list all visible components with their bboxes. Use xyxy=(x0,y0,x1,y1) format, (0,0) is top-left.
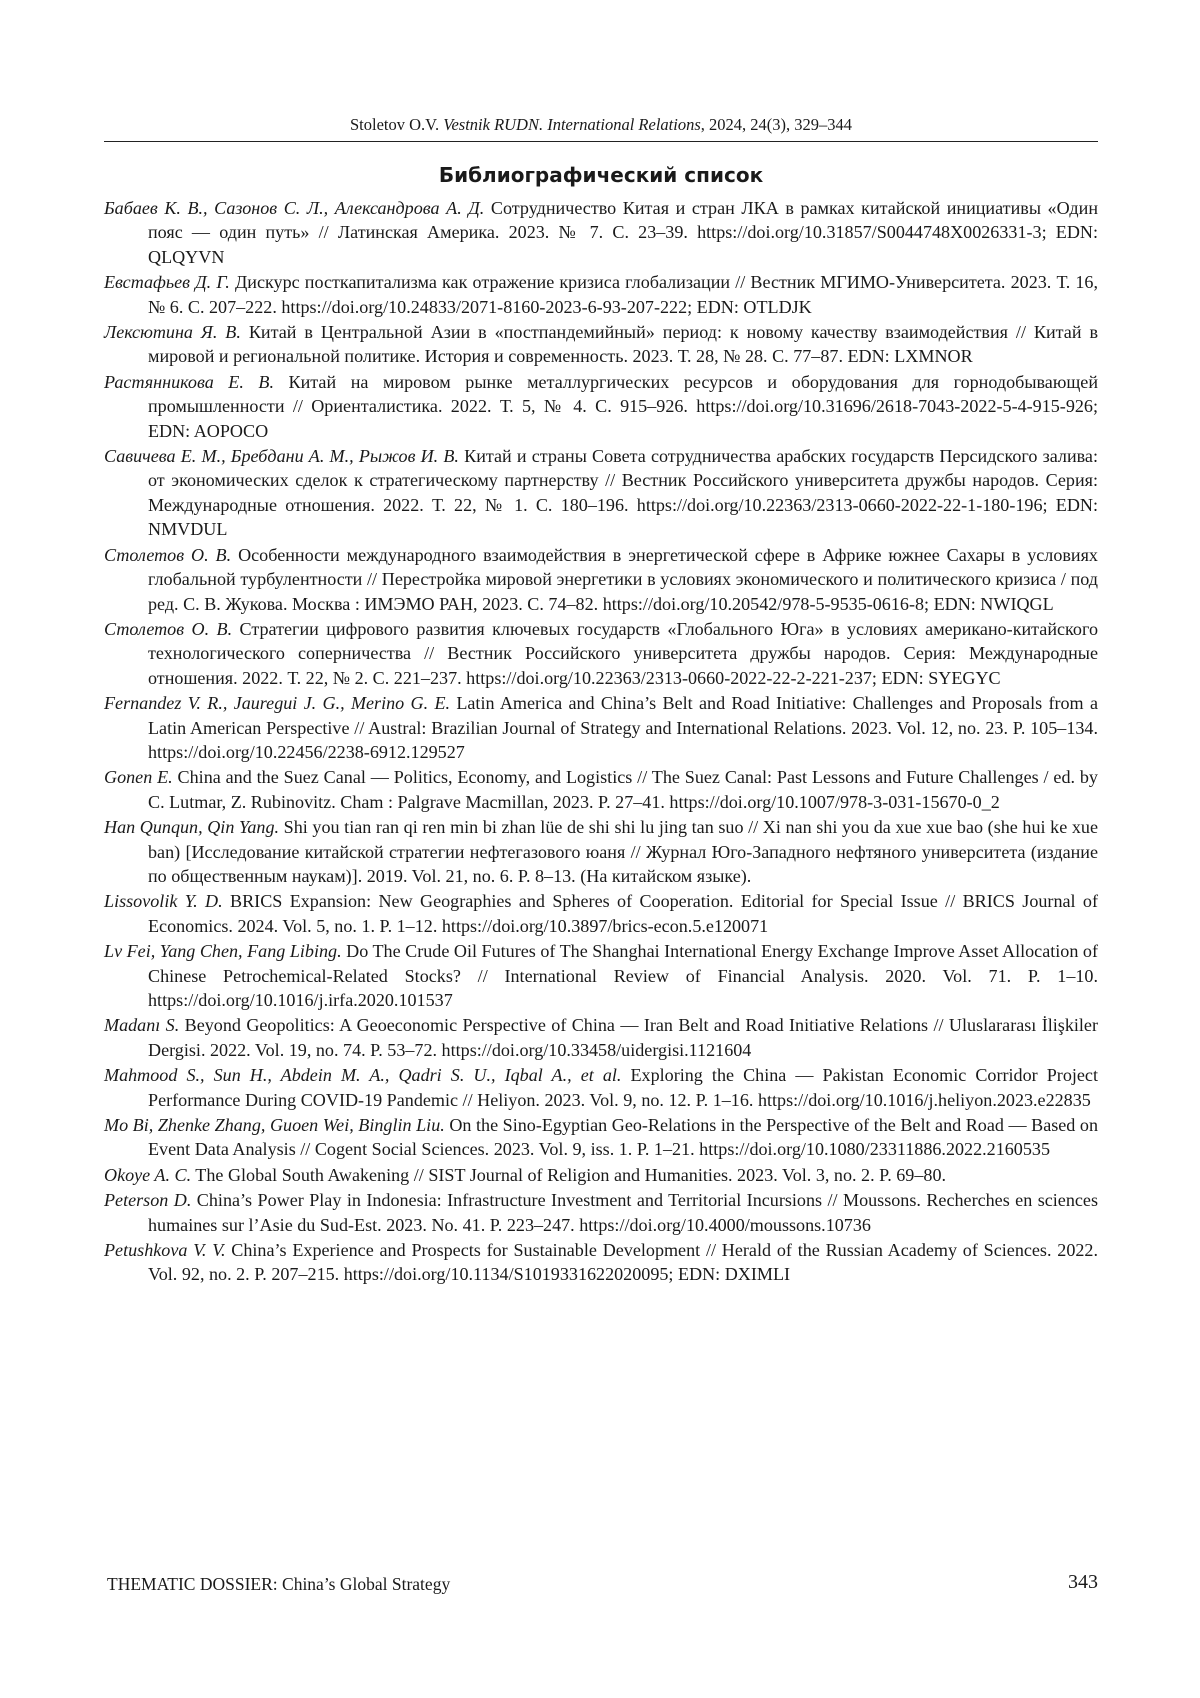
reference-entry xyxy=(104,1013,1098,1062)
reference-authors: Petushkova V. V. xyxy=(104,1240,225,1260)
reference-text: Китай и страны Совета сотрудничества арабских государств Персидского залива: от экономических сделок к стратегическому партнерству // Вестник Российского университета дружбы народов. Серия: Международные отношения. 2022. Т. 22, № 1. С. 180–196. https://doi.org/10.22363/2313-0660-2022-22-1-180-196; EDN: NMVDUL xyxy=(148,446,1098,539)
reference-authors: Lissovolik Y. D. xyxy=(104,891,223,911)
reference-authors: Han Qunqun, Qin Yang. xyxy=(104,817,279,837)
footer-dossier-label: THEMATIC DOSSIER: xyxy=(107,1574,278,1594)
reference-text: China’s Experience and Prospects for Sustainable Development // Herald of the Russian Academy of Sciences. 2022. Vol. 92, no. 2. P. 207–215. https://doi.org/10.1134/S1019331622020095; EDN: DXIMLI xyxy=(148,1240,1098,1284)
reference-text: Latin America and China’s Belt and Road Initiative: Challenges and Proposals from a Latin American Perspective // Austral: Brazilian Journal of Strategy and International Relations. 2023. Vol. 12, no. 23. P. 105–134. https://doi.org/10.22456/2238-6912.129527 xyxy=(148,693,1098,762)
reference-entry xyxy=(104,939,1098,1012)
page-number: 343 xyxy=(1040,1570,1098,1594)
reference-authors: Лексютина Я. В. xyxy=(104,322,241,342)
reference-entry xyxy=(104,617,1098,690)
reference-authors: Okoye A. C. xyxy=(104,1165,191,1185)
reference-authors: Fernandez V. R., Jauregui J. G., Merino G. E. xyxy=(104,693,450,713)
reference-authors: Столетов О. В. xyxy=(104,545,231,565)
reference-text: China and the Suez Canal — Politics, Economy, and Logistics // The Suez Canal: Past Lessons and Future Challenges / ed. by C. Lutmar, Z. Rubinovitz. Cham : Palgrave Macmillan, 2023. P. 27–41. https://doi.org/10.1007/978-3-031-15670-0_2 xyxy=(148,767,1098,811)
reference-entry xyxy=(104,270,1098,319)
reference-entry xyxy=(104,370,1098,443)
reference-entry xyxy=(104,196,1098,269)
reference-entry xyxy=(104,1063,1098,1112)
reference-text: BRICS Expansion: New Geographies and Spheres of Cooperation. Editorial for Special Issue // BRICS Journal of Economics. 2024. Vol. 5, no. 1. P. 1–12. https://doi.org/10.3897/brics-econ.5.e120071 xyxy=(148,891,1098,935)
reference-text: Exploring the China — Pakistan Economic Corridor Project Performance During COVID-19 Pandemic // Heliyon. 2023. Vol. 9, no. 12. P. 1–16. https://doi.org/10.1016/j.heliyon.2023.e22835 xyxy=(148,1065,1098,1109)
reference-text: The Global South Awakening // SIST Journal of Religion and Humanities. 2023. Vol. 3, no. 2. P. 69–80. xyxy=(191,1165,946,1185)
reference-authors: Mahmood S., Sun H., Abdein M. A., Qadri S. U., Iqbal A., et al. xyxy=(104,1065,621,1085)
running-head-author: Stoletov O.V. xyxy=(350,115,439,134)
reference-authors: Растянникова Е. В. xyxy=(104,372,274,392)
reference-authors: Бабаев К. В., Сазонов С. Л., Александрова А. Д. xyxy=(104,198,484,218)
running-head xyxy=(104,115,1098,135)
reference-entry xyxy=(104,765,1098,814)
reference-authors: Савичева Е. М., Бребдани А. М., Рыжов И. В. xyxy=(104,446,459,466)
reference-text: Стратегии цифрового развития ключевых государств «Глобального Юга» в условиях американо-китайского технологического соперничества // Вестник Российского университета дружбы народов. Серия: Международные отношения. 2022. Т. 22, № 2. С. 221–237. https://doi.org/10.22363/2313-0660-2022-22-2-221-237; EDN: SYEGYC xyxy=(148,619,1098,688)
reference-text: Китай на мировом рынке металлургических ресурсов и оборудования для горнодобывающей промышленности // Ориенталистика. 2022. Т. 5, № 4. С. 915–926. https://doi.org/10.31696/2618-7043-2022-5-4-915-926; EDN: AOPOCO xyxy=(148,372,1098,441)
reference-entry xyxy=(104,444,1098,542)
reference-authors: Peterson D. xyxy=(104,1190,191,1210)
reference-list xyxy=(104,196,1098,1288)
reference-entry xyxy=(104,889,1098,938)
reference-text: Особенности международного взаимодействия в энергетической сфере в Африке южнее Сахары в условиях глобальной турбулентности // Перестройка мировой энергетики в условиях экономического и политического кризиса / под ред. С. В. Жукова. Москва : ИМЭМО РАН, 2023. С. 74–82. https://doi.org/10.20542/978-5-9535-0616-8; EDN: NWIQGL xyxy=(148,545,1098,614)
footer-dossier-title: China’s Global Strategy xyxy=(278,1574,451,1594)
reference-authors: Gonen E. xyxy=(104,767,173,787)
reference-authors: Столетов О. В. xyxy=(104,619,232,639)
journal-page xyxy=(0,0,1200,1698)
running-head-issue: , 2024, 24(3), 329–344 xyxy=(701,115,852,134)
reference-entry xyxy=(104,1188,1098,1237)
reference-text: China’s Power Play in Indonesia: Infrastructure Investment and Territorial Incursions // Moussons. Recherches en sciences humaines sur l’Asie du Sud-Est. 2023. No. 41. P. 223–247. https://doi.org/10.4000/moussons.10736 xyxy=(148,1190,1098,1234)
reference-text: Китай в Центральной Азии в «постпандемийный» период: к новому качеству взаимодействия // Китай в мировой и региональной политике. История и современность. 2023. Т. 28, № 28. С. 77–87. EDN: LXMNOR xyxy=(148,322,1098,366)
section-title: Библиографический список xyxy=(104,162,1098,188)
reference-entry xyxy=(104,815,1098,888)
reference-text: Do The Crude Oil Futures of The Shanghai International Energy Exchange Improve Asset Allocation of Chinese Petrochemical-Related Stocks? // International Review of Financial Analysis. 2020. Vol. 71. P. 1–10. https://doi.org/10.1016/j.irfa.2020.101537 xyxy=(148,941,1098,1010)
reference-authors: Lv Fei, Yang Chen, Fang Libing. xyxy=(104,941,342,961)
running-head-journal: Vestnik RUDN. International Relations xyxy=(443,115,701,134)
reference-text: Beyond Geopolitics: A Geoeconomic Perspective of China — Iran Belt and Road Initiative Relations // Uluslararası İlişkiler Dergisi. 2022. Vol. 19, no. 74. P. 53–72. https://doi.org/10.33458/uidergisi.1121604 xyxy=(148,1015,1098,1059)
reference-entry xyxy=(104,1113,1098,1162)
reference-authors: Madanı S. xyxy=(104,1015,179,1035)
reference-entry xyxy=(104,543,1098,616)
reference-entry xyxy=(104,1238,1098,1287)
reference-text: Сотрудничество Китая и стран ЛКА в рамках китайской инициативы «Один пояс — один путь» // Латинская Америка. 2023. № 7. С. 23–39. https://doi.org/10.31857/S0044748X0026331-3; EDN: QLQYVN xyxy=(148,198,1098,267)
reference-authors: Евстафьев Д. Г. xyxy=(104,272,230,292)
reference-entry xyxy=(104,320,1098,369)
reference-text: On the Sino-Egyptian Geo-Relations in the Perspective of the Belt and Road — Based on Event Data Analysis // Cogent Social Sciences. 2023. Vol. 9, iss. 1. P. 1–21. https://doi.org/10.1080/23311886.2022.2160535 xyxy=(148,1115,1098,1159)
header-divider xyxy=(104,141,1098,142)
footer-dossier xyxy=(107,1573,450,1595)
reference-entry xyxy=(104,691,1098,764)
reference-text: Дискурс посткапитализма как отражение кризиса глобализации // Вестник МГИМО-Университета. 2023. Т. 16, № 6. С. 207–222. https://doi.org/10.24833/2071-8160-2023-6-93-207-222; EDN: OTLDJK xyxy=(148,272,1098,316)
reference-entry xyxy=(104,1163,1098,1187)
reference-authors: Mo Bi, Zhenke Zhang, Guoen Wei, Binglin Liu. xyxy=(104,1115,445,1135)
reference-text: Shi you tian ran qi ren min bi zhan lüe de shi shi lu jing tan suo // Xi nan shi you da xue xue bao (she hui ke xue ban) [Исследование китайской стратегии нефтегазового юаня // Журнал Юго-Западного нефтяного университета (издание по общественным наукам)]. 2019. Vol. 21, no. 6. P. 8–13. (На китайском языке). xyxy=(148,817,1098,886)
